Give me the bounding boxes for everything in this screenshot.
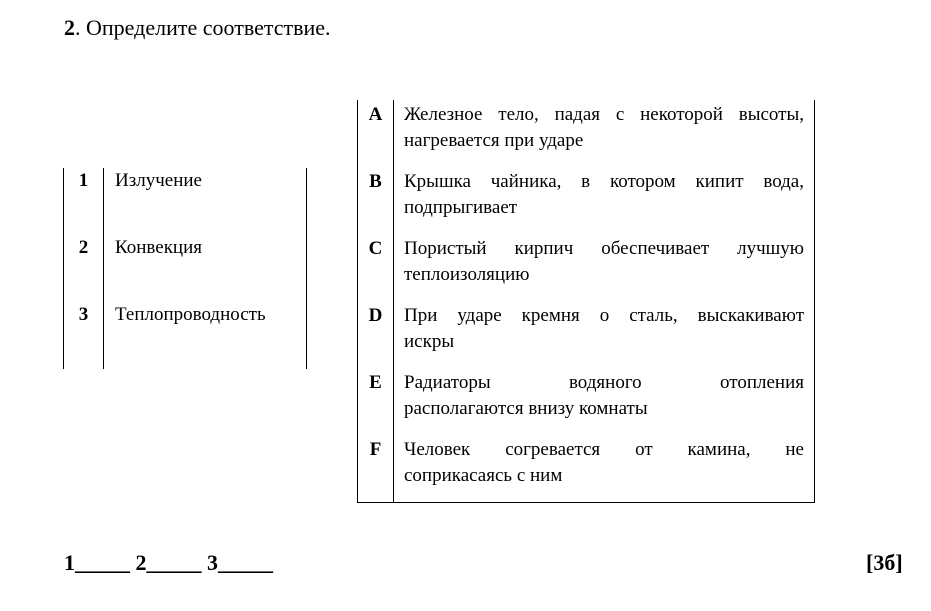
score-label: [3б] [866, 550, 903, 575]
description-line: Пористый кирпич обеспечивает лучшую [404, 238, 804, 259]
right-table [357, 100, 815, 503]
description-line: Железное тело, падая с некоторой высоты, [404, 104, 804, 125]
description-line: Крышка чайника, в котором кипит вода, [404, 171, 804, 192]
right-row-letter: D [358, 301, 394, 368]
answer-line: 1_____ 2_____ 3_____ [64, 550, 273, 575]
right-row-description [404, 370, 804, 422]
right-row [357, 435, 815, 502]
left-row [63, 302, 307, 369]
right-row-description [404, 102, 804, 154]
task-number: 2 [64, 15, 75, 40]
description-line: Человек согревается от камина, не [404, 439, 804, 460]
left-row-label: Излучение [115, 170, 202, 191]
description-line: теплоизоляцию [404, 264, 530, 285]
right-row-description [404, 236, 804, 288]
right-row-description [404, 303, 804, 355]
right-row [357, 301, 815, 368]
left-row-label: Конвекция [115, 237, 202, 258]
right-row [357, 167, 815, 234]
task-title [64, 14, 331, 42]
description-line: располагаются внизу комнаты [404, 398, 648, 419]
right-row-description [404, 169, 804, 221]
right-row-letter: B [358, 167, 394, 234]
right-row-letter: C [358, 234, 394, 301]
description-line: При ударе кремня о сталь, выскакивают [404, 305, 804, 326]
left-table [63, 168, 307, 369]
task-text: . Определите соответствие. [75, 15, 331, 40]
right-row-letter: A [358, 100, 394, 167]
right-row-letter: F [358, 435, 394, 502]
description-line: искры [404, 331, 455, 352]
description-line: соприкасаясь с ним [404, 465, 563, 486]
right-row [357, 368, 815, 435]
description-line: нагревается при ударе [404, 130, 584, 151]
left-row-number: 1 [64, 168, 104, 235]
left-row [63, 168, 307, 235]
description-line: Радиаторы водяного отопления [404, 372, 804, 393]
right-row [357, 100, 815, 167]
description-line: подпрыгивает [404, 197, 518, 218]
left-row [63, 235, 307, 302]
left-row-number: 2 [64, 235, 104, 302]
left-row-number: 3 [64, 302, 104, 369]
right-row-letter: E [358, 368, 394, 435]
right-row-description [404, 437, 804, 489]
left-row-label: Теплопроводность [115, 304, 266, 325]
right-row [357, 234, 815, 301]
